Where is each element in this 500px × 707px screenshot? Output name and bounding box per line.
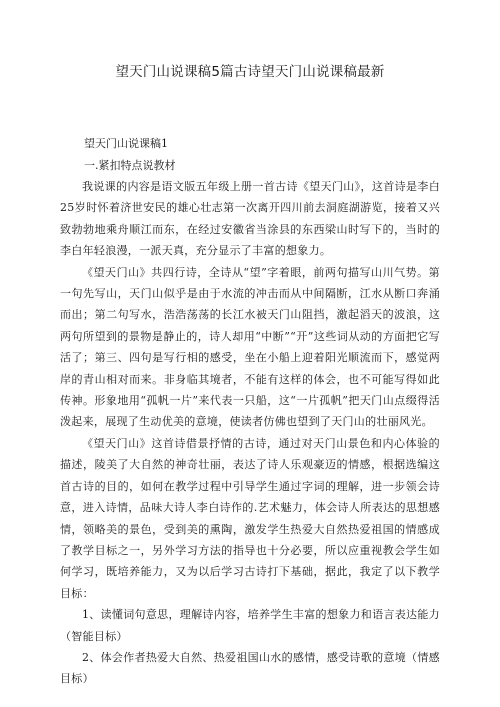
goal-item: 1、读懂词句意思，理解诗内容，培养学生丰富的想象力和语言表达能力（智能目标） — [60, 608, 440, 643]
goal-item: 2、体会作者热爱大自然、热爱祖国山水的感情，感受诗歌的意境（情感目标） — [60, 650, 440, 686]
doc-heading: 望天门山说课稿1 — [84, 137, 168, 150]
section-heading: 一.紧扣特点说教材 — [84, 159, 176, 172]
paragraph: 《望天门山》这首诗借景抒情的古诗，通过对天门山景色和内心体验的描述，陵美了大自然的神奇壮丽，表达了诗人乐观豪迈的情感，根据选编这首古诗的目的，如何在教学过程中引导学生通过字词的理解，进一步领会诗意，进入诗情，品味大诗人李白诗作的.艺术魅力，体会诗人所表达的思想感情，领略美的景色，受到美的熏陶，激发学生热爱大自然热爱祖国的情感成了教学目标之一，另外学习方法的指导也十分必要，所以应重视教会学生如何学习，既培养能力，又为以后学习古诗打下基础，据此，我定了以下教学目标： — [60, 436, 440, 600]
document-title: 望天门山说课稿5篇古诗望天门山说课稿最新 — [115, 64, 385, 80]
paragraph: 我说课的内容是语文版五年级上册一首古诗《望天门山》，这首诗是李白25岁时怀着济世安民的雄心壮志第一次离开四川前去洞庭湖游览，接着又兴致勃勃地乘舟顺江而东，在经过安徽省当涂县的东西梁山时写下的，当时的李白年轻浪漫，一派天真，充分显示了丰富的想象力。 — [60, 180, 440, 258]
goals-list — [60, 604, 440, 690]
paragraph: 《望天门山》共四行诗，全诗从“望”字着眼，前两句描写山川气势。第一句先写山，天门山似乎是由于水流的冲击而从中间隔断，江水从断口奔涌而出；第二句写水，浩浩荡荡的长江水被天门山阻挡，激起滔天的波浪，这两句所望到的景物是静止的，诗人却用“中断”“开”这些词从动的方面把它写活了；第三、四句是写行相的感受，坐在小船上迎着阳光顺流而下，感觉两岸的青山相对而来。非身临其境者，不能有这样的体会，也不可能写得如此传神。形象地用“孤帆一片”来代表一只船，这“一片孤帆”把天门山点缀得活泼起来，展现了生动优美的意境，使读者仿佛也望到了天门山的壮丽风光。 — [60, 265, 440, 429]
